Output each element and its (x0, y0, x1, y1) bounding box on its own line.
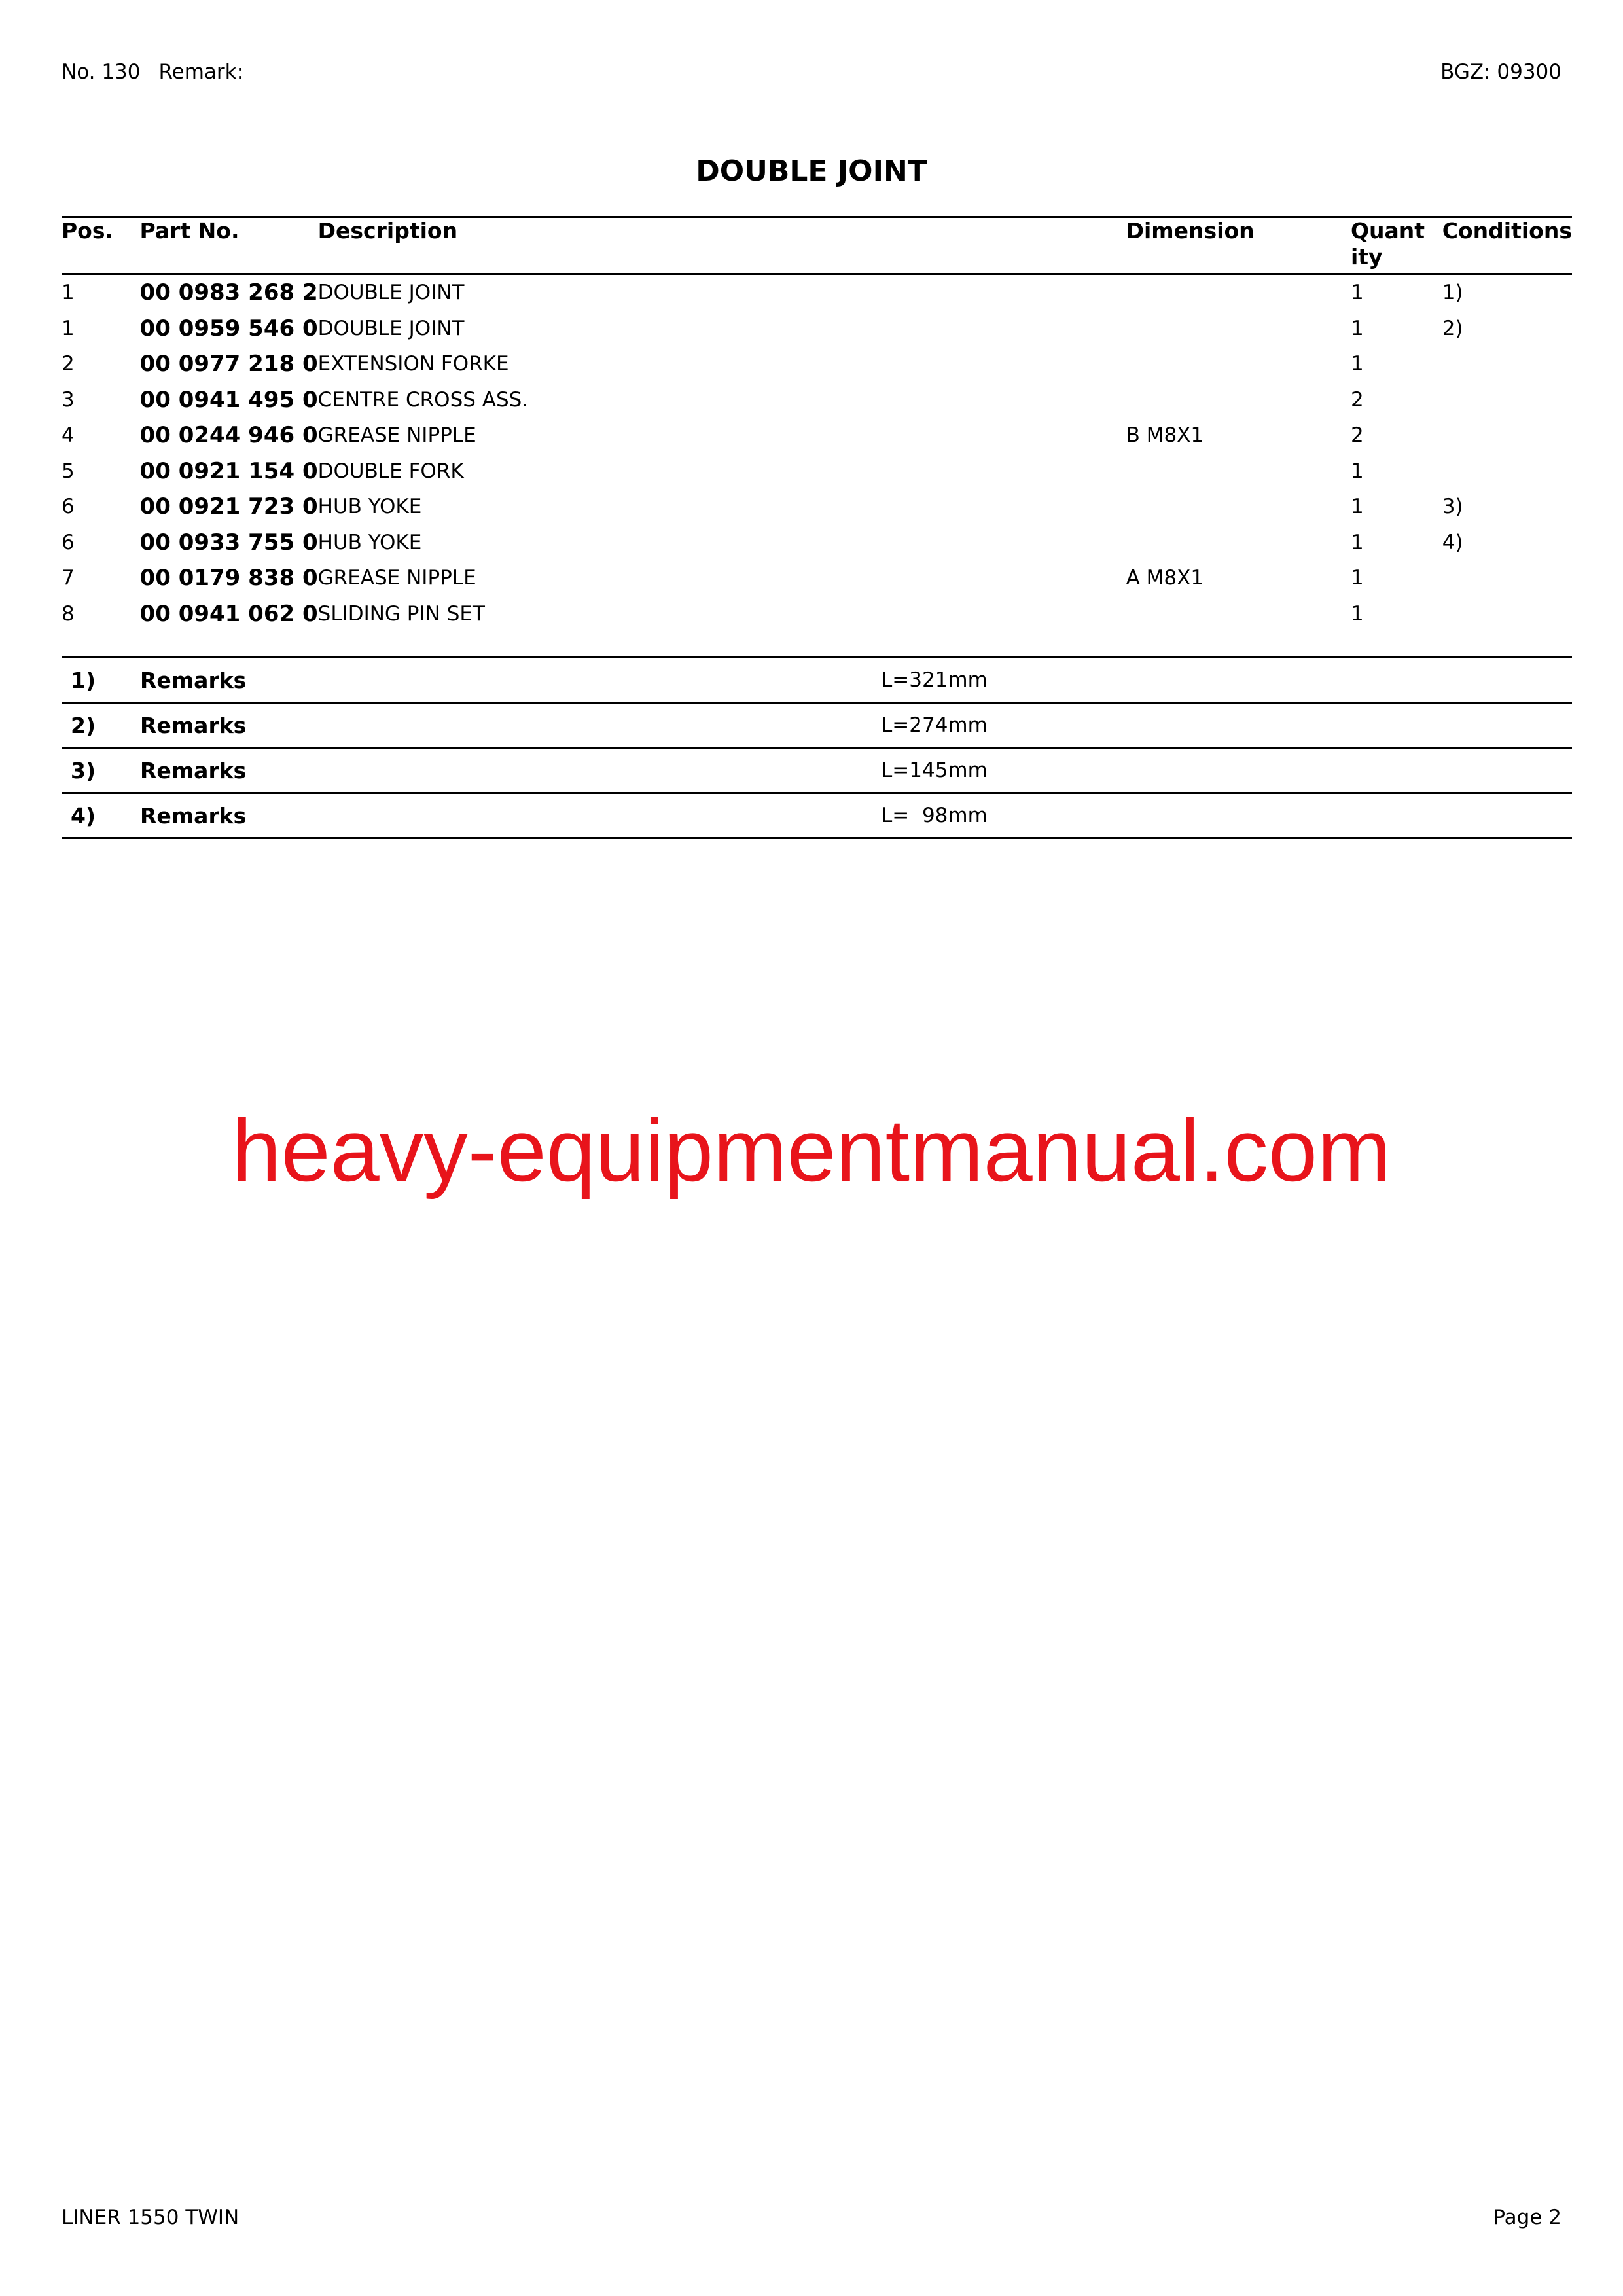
cell-quantity: 1 (1350, 495, 1364, 519)
remark-value: L=274mm (881, 703, 1572, 748)
cell-conditions (1442, 560, 1572, 596)
cell-quantity: 1 (1350, 316, 1364, 340)
cell-description: DOUBLE JOINT (317, 281, 465, 305)
header-left (62, 60, 243, 84)
cell-pos: 6 (62, 495, 75, 519)
column-header-pos: Pos. (62, 217, 140, 274)
remark-value: L= 98mm (881, 793, 1572, 838)
cell-quantity: 1 (1350, 530, 1364, 554)
cell-conditions: 4) (1442, 530, 1463, 554)
cell-part-no: 00 0941 062 0 (139, 600, 318, 627)
cell-dimension (1126, 596, 1351, 632)
cell-description: HUB YOKE (317, 495, 422, 519)
cell-pos: 8 (62, 601, 75, 626)
cell-dimension (1126, 454, 1351, 490)
table-row (62, 596, 1572, 632)
cell-quantity: 1 (1350, 352, 1364, 376)
cell-dimension (1126, 274, 1351, 311)
cell-part-no: 00 0977 218 0 (139, 351, 318, 378)
cell-quantity: 1 (1350, 601, 1364, 626)
footer-page-number: Page 2 (1493, 2206, 1561, 2229)
column-header-conditions: Conditions (1442, 217, 1572, 274)
cell-conditions (1442, 346, 1572, 382)
column-header-description: Description (318, 217, 1126, 274)
cell-dimension (1126, 311, 1351, 347)
cell-description: DOUBLE JOINT (317, 316, 465, 340)
cell-quantity: 2 (1350, 387, 1364, 412)
cell-description: HUB YOKE (317, 530, 422, 554)
remark-value: L=145mm (881, 748, 1572, 793)
page-title: DOUBLE JOINT (696, 154, 927, 188)
remark-label: Remark: (158, 60, 244, 84)
cell-dimension (1126, 346, 1351, 382)
table-row (62, 274, 1572, 311)
cell-dimension (1126, 382, 1351, 418)
cell-description: GREASE NIPPLE (317, 566, 476, 590)
cell-pos: 1 (62, 316, 75, 340)
document-number: No. 130 (62, 60, 141, 84)
remark-label: Remarks (140, 703, 881, 748)
table-row (62, 525, 1572, 561)
remark-number: 4) (62, 793, 140, 838)
remark-number: 1) (62, 658, 140, 703)
remark-number: 2) (62, 703, 140, 748)
cell-dimension (1126, 489, 1351, 525)
cell-pos: 1 (62, 281, 75, 305)
cell-conditions: 2) (1442, 316, 1463, 340)
column-header-part-no: Part No. (140, 217, 318, 274)
cell-part-no: 00 0921 154 0 (139, 457, 318, 484)
remark-row (62, 658, 1572, 703)
cell-description: CENTRE CROSS ASS. (317, 387, 529, 412)
remark-value: L=321mm (881, 658, 1572, 703)
cell-part-no: 00 0941 495 0 (139, 386, 318, 413)
cell-pos: 6 (62, 530, 75, 554)
cell-conditions (1442, 418, 1572, 454)
cell-dimension: A M8X1 (1126, 566, 1204, 590)
bgz-code: BGZ: 09300 (1440, 60, 1561, 84)
table-row (62, 418, 1572, 454)
cell-pos: 3 (62, 387, 75, 412)
cell-conditions: 3) (1442, 495, 1463, 519)
cell-quantity: 1 (1350, 459, 1364, 483)
remarks-table (62, 656, 1572, 839)
cell-part-no: 00 0959 546 0 (139, 315, 318, 342)
watermark: heavy-equipmentmanual.com (232, 1101, 1391, 1200)
cell-description: GREASE NIPPLE (317, 423, 476, 448)
table-row (62, 454, 1572, 490)
cell-pos: 2 (62, 352, 75, 376)
cell-dimension: B M8X1 (1126, 423, 1204, 448)
cell-part-no: 00 0983 268 2 (139, 279, 318, 306)
cell-pos: 5 (62, 459, 75, 483)
cell-part-no: 00 0933 755 0 (139, 529, 318, 556)
cell-conditions (1442, 596, 1572, 632)
column-header-dimension: Dimension (1126, 217, 1351, 274)
table-row (62, 346, 1572, 382)
cell-quantity: 1 (1350, 281, 1364, 305)
table-row (62, 382, 1572, 418)
cell-conditions (1442, 382, 1572, 418)
remark-row (62, 703, 1572, 748)
table-row (62, 311, 1572, 347)
remark-label: Remarks (140, 658, 881, 703)
remark-row (62, 748, 1572, 793)
parts-table (62, 216, 1572, 632)
cell-pos: 4 (62, 423, 75, 448)
cell-quantity: 1 (1350, 566, 1364, 590)
remark-number: 3) (62, 748, 140, 793)
cell-pos: 7 (62, 566, 75, 590)
cell-quantity: 2 (1350, 423, 1364, 448)
cell-description: EXTENSION FORKE (317, 352, 509, 376)
cell-conditions (1442, 454, 1572, 490)
table-row (62, 489, 1572, 525)
remark-label: Remarks (140, 793, 881, 838)
cell-dimension (1126, 525, 1351, 561)
cell-part-no: 00 0179 838 0 (139, 565, 318, 592)
parts-table-body (62, 274, 1572, 632)
cell-description: SLIDING PIN SET (317, 601, 485, 626)
cell-part-no: 00 0921 723 0 (139, 493, 318, 520)
cell-conditions: 1) (1442, 281, 1463, 305)
column-header-quantity: Quantity (1350, 218, 1425, 270)
table-row (62, 560, 1572, 596)
remark-row (62, 793, 1572, 838)
cell-part-no: 00 0244 946 0 (139, 422, 318, 449)
cell-description: DOUBLE FORK (317, 459, 464, 483)
footer-model: LINER 1550 TWIN (62, 2206, 240, 2229)
remark-label: Remarks (140, 748, 881, 793)
parts-table-header (62, 217, 1572, 274)
